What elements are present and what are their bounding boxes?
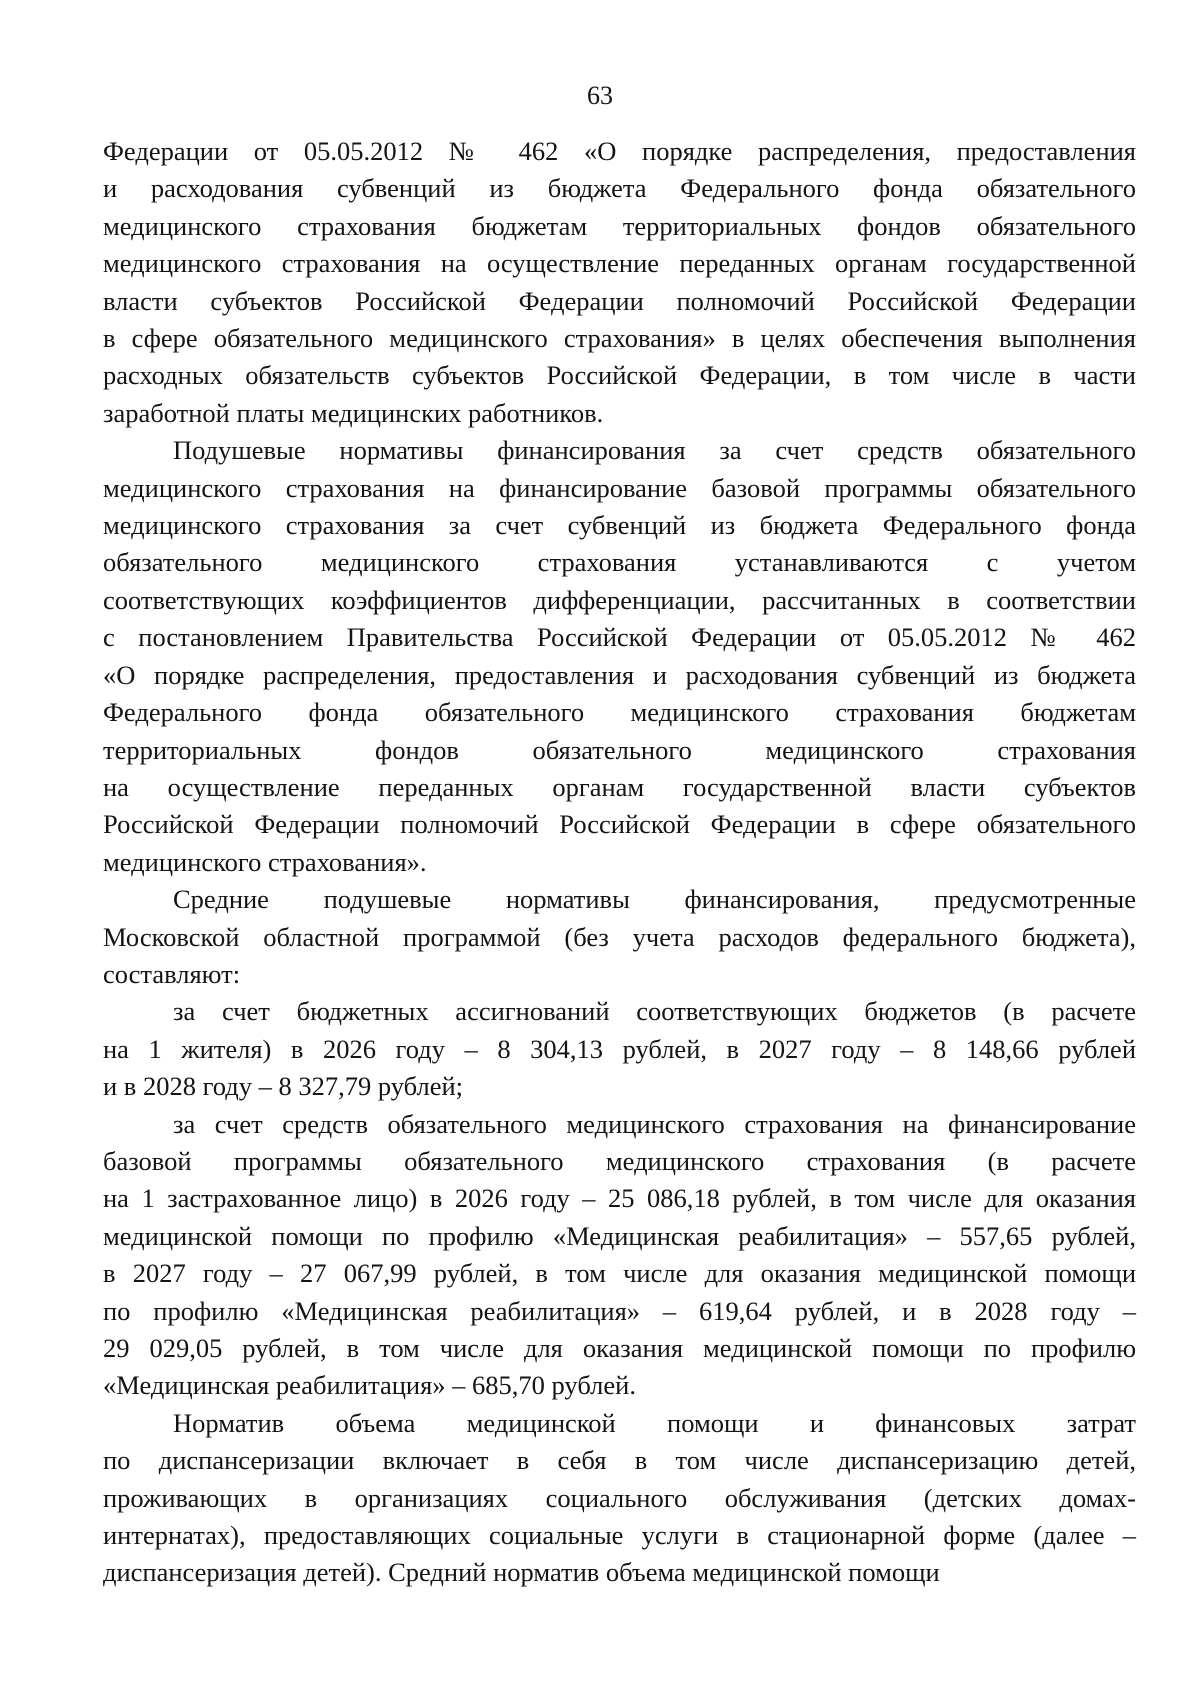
document-body bbox=[103, 133, 1136, 1592]
text-line: медицинского страхования на финансирование базовой программы обязательного bbox=[103, 472, 1136, 503]
text-line: базовой программы обязательного медицинского страхования (в расчете bbox=[103, 1145, 1136, 1176]
text-line: на 1 застрахованное лицо) в 2026 году – 25 086,18 рублей, в том числе для оказания bbox=[103, 1183, 1136, 1214]
paragraph-dispensarization-standard bbox=[103, 1405, 1136, 1592]
text-line: медицинской помощи по профилю «Медицинская реабилитация» – 557,65 рублей, bbox=[103, 1220, 1136, 1251]
text-line: расходных обязательств субъектов Российской Федерации, в том числе в части bbox=[103, 360, 1136, 391]
text-line: составляют: bbox=[103, 958, 241, 989]
paragraph-average-per-capita-standards bbox=[103, 881, 1136, 993]
text-line: по диспансеризации включает в себя в том числе диспансеризацию детей, bbox=[103, 1445, 1136, 1476]
text-line: в сфере обязательного медицинского страхования» в целях обеспечения выполнения bbox=[103, 323, 1136, 354]
text-line: за счет бюджетных ассигнований соответствующих бюджетов (в расчете bbox=[173, 996, 1136, 1027]
text-line: обязательного медицинского страхования устанавливаются с учетом bbox=[103, 547, 1136, 578]
text-line: Федерального фонда обязательного медицинского страхования бюджетам bbox=[103, 697, 1136, 728]
text-line: проживающих в организациях социального обслуживания (детских домах- bbox=[103, 1482, 1136, 1513]
text-line: за счет средств обязательного медицинского страхования на финансирование bbox=[173, 1108, 1136, 1139]
text-line: медицинского страхования на осуществление переданных органам государственной bbox=[103, 248, 1136, 279]
text-line: соответствующих коэффициентов дифференциации, рассчитанных в соответствии bbox=[103, 584, 1136, 615]
text-line: территориальных фондов обязательного медицинского страхования bbox=[103, 734, 1136, 765]
text-line: в 2027 году – 27 067,99 рублей, в том числе для оказания медицинской помощи bbox=[103, 1258, 1136, 1289]
page-number: 63 bbox=[587, 81, 613, 110]
text-line: власти субъектов Российской Федерации полномочий Российской Федерации bbox=[103, 285, 1136, 316]
paragraph-per-capita-standards-oms bbox=[103, 432, 1136, 881]
text-line: и в 2028 году – 8 327,79 рублей; bbox=[103, 1071, 464, 1102]
text-line: медицинского страхования бюджетам территориальных фондов обязательного bbox=[103, 210, 1136, 241]
text-line: медицинского страхования за счет субвенций из бюджета Федерального фонда bbox=[103, 510, 1136, 541]
text-line: с постановлением Правительства Российской Федерации от 05.05.2012 № 462 bbox=[103, 622, 1136, 653]
text-line: Российской Федерации полномочий Российской Федерации в сфере обязательного bbox=[103, 809, 1136, 840]
text-line: Норматив объема медицинской помощи и финансовых затрат bbox=[173, 1407, 1136, 1438]
text-line: Федерации от 05.05.2012 № 462 «О порядке распределения, предоставления bbox=[103, 136, 1136, 166]
text-line: диспансеризация детей). Средний норматив объема медицинской помощи bbox=[103, 1557, 940, 1588]
text-line: интернатах), предоставляющих социальные услуги в стационарной форме (далее – bbox=[103, 1520, 1136, 1551]
text-line: 29 029,05 рублей, в том числе для оказания медицинской помощи по профилю bbox=[103, 1333, 1136, 1363]
text-line: медицинского страхования». bbox=[103, 846, 427, 877]
text-line: заработной платы медицинских работников. bbox=[103, 397, 604, 428]
text-line: на 1 жителя) в 2026 году – 8 304,13 рублей, в 2027 году – 8 148,66 рублей bbox=[103, 1033, 1136, 1064]
text-line: Подушевые нормативы финансирования за счет средств обязательного bbox=[173, 435, 1136, 466]
paragraph-budget-allocations bbox=[103, 993, 1136, 1105]
text-line: и расходования субвенций из бюджета Федерального фонда обязательного bbox=[103, 173, 1136, 204]
text-line: «Медицинская реабилитация» – 685,70 рублей. bbox=[103, 1370, 636, 1401]
text-line: Московской областной программой (без учета расходов федерального бюджета), bbox=[103, 921, 1136, 952]
text-line: Средние подушевые нормативы финансирования, предусмотренные bbox=[173, 884, 1136, 915]
text-line: по профилю «Медицинская реабилитация» – 619,64 рублей, и в 2028 году – bbox=[103, 1295, 1136, 1326]
text-line: «О порядке распределения, предоставления и расходования субвенций из бюджета bbox=[103, 659, 1136, 690]
paragraph-federation-decree bbox=[103, 133, 1136, 432]
paragraph-oms-funds bbox=[103, 1106, 1136, 1405]
text-line: на осуществление переданных органам государственной власти субъектов bbox=[103, 771, 1136, 802]
